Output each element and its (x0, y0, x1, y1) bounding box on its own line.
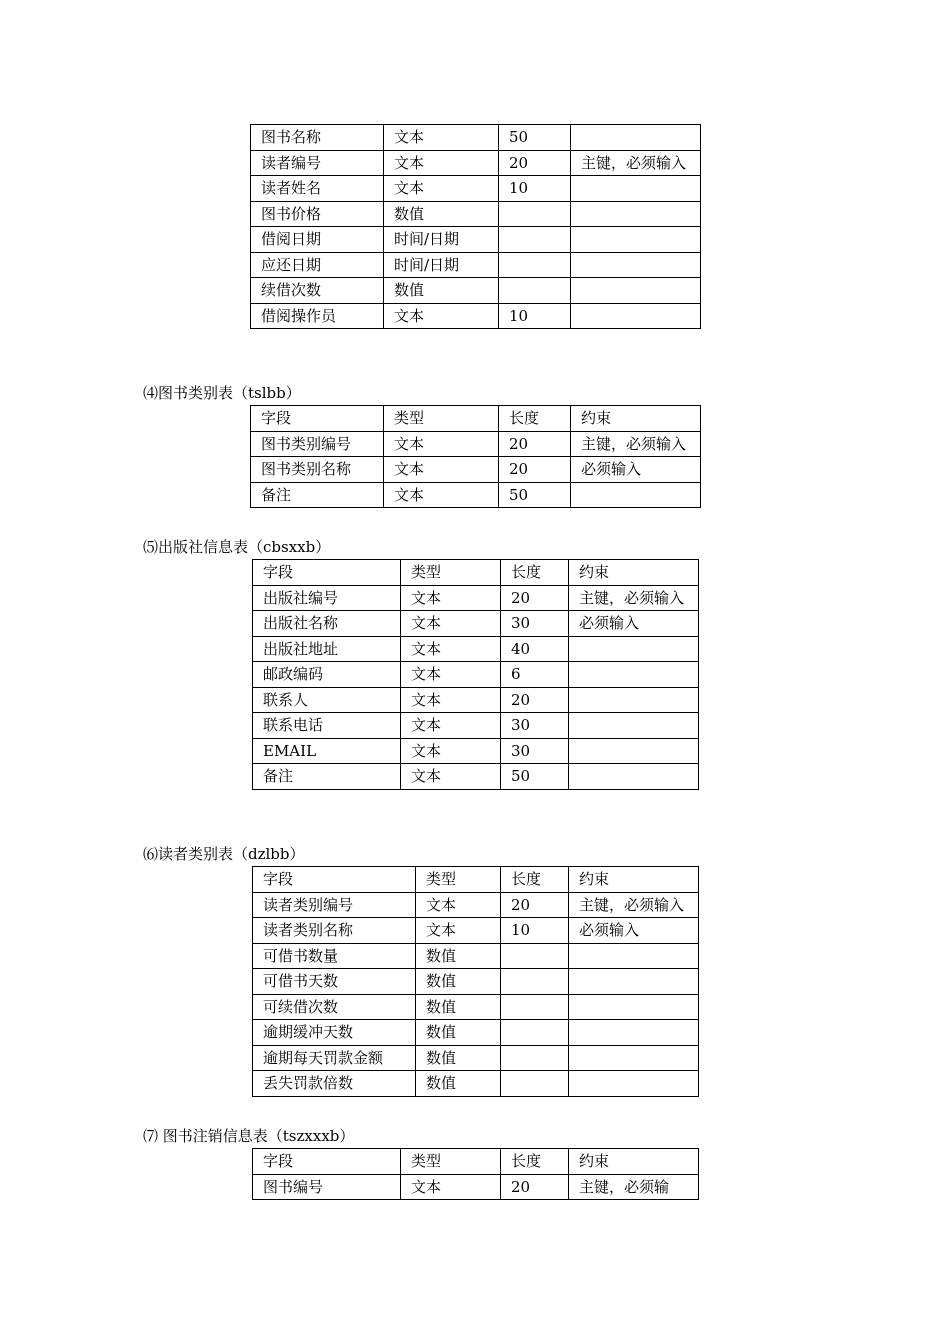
table-row (253, 892, 699, 918)
table-cell: 20 (501, 892, 569, 918)
table-row (251, 482, 701, 508)
table-cell: 数值 (416, 1020, 501, 1046)
table-cell (569, 764, 699, 790)
table-cell (571, 227, 701, 253)
table-cell: 文本 (401, 662, 501, 688)
table-cell: 时间/日期 (384, 252, 499, 278)
borrow-table-body (251, 125, 701, 329)
table-cell: 逾期缓冲天数 (253, 1020, 416, 1046)
table-cell: 图书名称 (251, 125, 384, 151)
header-cell: 字段 (253, 560, 401, 586)
table-cell: 20 (499, 457, 571, 483)
table-cell: 必须输入 (569, 918, 699, 944)
table-cell (569, 636, 699, 662)
table-cell: 联系电话 (253, 713, 401, 739)
table-cell: 数值 (416, 943, 501, 969)
table-cell (569, 713, 699, 739)
table-cell: 数值 (416, 994, 501, 1020)
table-cell: 文本 (401, 738, 501, 764)
table-cell: 20 (501, 585, 569, 611)
table-cell (569, 994, 699, 1020)
table-cell: 10 (499, 176, 571, 202)
table-cell: 应还日期 (251, 252, 384, 278)
table-row (251, 125, 701, 151)
reader-category-table-body (253, 892, 699, 1096)
table-row (253, 738, 699, 764)
table-row (253, 585, 699, 611)
table-row (253, 611, 699, 637)
book-category-table (250, 405, 701, 508)
table-row (251, 176, 701, 202)
table-cell: 文本 (384, 482, 499, 508)
borrow-table (250, 124, 701, 329)
table-cell: 数值 (416, 1045, 501, 1071)
table-cell: EMAIL (253, 738, 401, 764)
table-cell: 主键，必须输入 (571, 150, 701, 176)
table-row (253, 1020, 699, 1046)
table-cell (499, 252, 571, 278)
table-cell: 20 (499, 150, 571, 176)
header-cell: 长度 (499, 406, 571, 432)
table-cell: 文本 (416, 918, 501, 944)
table-cell: 10 (501, 918, 569, 944)
table-row (253, 994, 699, 1020)
table-cell: 文本 (401, 687, 501, 713)
table-cell (571, 278, 701, 304)
table-cell: 文本 (401, 713, 501, 739)
table-cell (569, 1071, 699, 1097)
table-cell: 可借书天数 (253, 969, 416, 995)
table-cell (569, 943, 699, 969)
table-row (253, 918, 699, 944)
table-cell: 20 (501, 687, 569, 713)
table-cell: 图书类别编号 (251, 431, 384, 457)
header-cell: 长度 (501, 1149, 569, 1175)
table-cell (501, 1020, 569, 1046)
table-cell: 文本 (401, 636, 501, 662)
header-cell: 长度 (501, 560, 569, 586)
table-cell: 出版社编号 (253, 585, 401, 611)
table-cell: 文本 (384, 457, 499, 483)
table-cell (569, 738, 699, 764)
table-cell: 主键，必须输入 (569, 585, 699, 611)
table-cell (569, 662, 699, 688)
table-cell: 20 (499, 431, 571, 457)
table-cell: 备注 (253, 764, 401, 790)
header-cell: 类型 (401, 1149, 501, 1175)
table-cell: 文本 (384, 125, 499, 151)
table-cell: 时间/日期 (384, 227, 499, 253)
table-cell: 可续借次数 (253, 994, 416, 1020)
table-cell: 文本 (416, 892, 501, 918)
table-row (251, 201, 701, 227)
header-cell: 长度 (501, 867, 569, 893)
table-header-row (253, 867, 699, 893)
table-row (251, 303, 701, 329)
table-row (251, 252, 701, 278)
table-cell (501, 1071, 569, 1097)
table-cell: 数值 (384, 278, 499, 304)
table-cell: 文本 (384, 150, 499, 176)
table-cell (571, 201, 701, 227)
table-cell: 读者类别编号 (253, 892, 416, 918)
header-cell: 约束 (569, 867, 699, 893)
table-cell: 文本 (384, 431, 499, 457)
table-cell: 30 (501, 738, 569, 764)
table-cell: 必须输入 (569, 611, 699, 637)
table-cell (499, 227, 571, 253)
table-cell (569, 1020, 699, 1046)
table-cell (501, 994, 569, 1020)
table-header-row (253, 1149, 699, 1175)
table-cell: 文本 (384, 176, 499, 202)
table-cell (501, 1045, 569, 1071)
header-cell: 字段 (253, 867, 416, 893)
book-cancel-table-body (253, 1174, 699, 1200)
table-row (251, 227, 701, 253)
table-row (253, 636, 699, 662)
table-cell: 30 (501, 611, 569, 637)
table-cell: 数值 (384, 201, 499, 227)
header-cell: 字段 (253, 1149, 401, 1175)
table-cell: 40 (501, 636, 569, 662)
table-cell: 文本 (401, 1174, 501, 1200)
table-cell: 联系人 (253, 687, 401, 713)
table-cell (499, 201, 571, 227)
table-cell: 图书价格 (251, 201, 384, 227)
table-cell: 文本 (401, 764, 501, 790)
publisher-table-body (253, 585, 699, 789)
table-cell: 备注 (251, 482, 384, 508)
table-cell: 图书编号 (253, 1174, 401, 1200)
table-row (253, 943, 699, 969)
table-cell (571, 303, 701, 329)
header-cell: 约束 (571, 406, 701, 432)
table-cell: 10 (499, 303, 571, 329)
header-cell: 类型 (401, 560, 501, 586)
table-cell (571, 125, 701, 151)
publisher-table (252, 559, 699, 790)
table-row (253, 969, 699, 995)
table-cell: 出版社地址 (253, 636, 401, 662)
table-row (251, 150, 701, 176)
header-cell: 字段 (251, 406, 384, 432)
table-cell (569, 969, 699, 995)
table-cell (571, 252, 701, 278)
table-cell (569, 1045, 699, 1071)
table-cell: 邮政编码 (253, 662, 401, 688)
table-cell: 丢失罚款倍数 (253, 1071, 416, 1097)
table-cell: 主键，必须输 (569, 1174, 699, 1200)
section4-title: ⑷图书类别表（tslbb） (143, 384, 301, 402)
table-row (251, 431, 701, 457)
table-cell: 主键，必须输入 (569, 892, 699, 918)
section5-title: ⑸出版社信息表（cbsxxb） (143, 538, 331, 556)
table-cell: 必须输入 (571, 457, 701, 483)
table-cell: 30 (501, 713, 569, 739)
reader-category-table (252, 866, 699, 1097)
table-cell: 50 (501, 764, 569, 790)
table-header-row (251, 406, 701, 432)
section7-title: ⑺ 图书注销信息表（tszxxxb） (143, 1127, 355, 1145)
table-cell: 续借次数 (251, 278, 384, 304)
table-cell (501, 969, 569, 995)
table-row (253, 713, 699, 739)
table-cell: 出版社名称 (253, 611, 401, 637)
header-cell: 类型 (416, 867, 501, 893)
table-cell (501, 943, 569, 969)
section6-title: ⑹读者类别表（dzlbb） (143, 845, 305, 863)
table-cell (571, 482, 701, 508)
header-cell: 约束 (569, 1149, 699, 1175)
table-cell: 文本 (401, 611, 501, 637)
book-cancel-table (252, 1148, 699, 1200)
table-cell: 读者类别名称 (253, 918, 416, 944)
table-row (253, 1045, 699, 1071)
table-cell: 6 (501, 662, 569, 688)
table-cell: 借阅日期 (251, 227, 384, 253)
table-row (253, 1174, 699, 1200)
table-row (251, 278, 701, 304)
table-cell: 读者编号 (251, 150, 384, 176)
table-row (253, 687, 699, 713)
table-cell: 文本 (401, 585, 501, 611)
table-row (251, 457, 701, 483)
table-cell: 主键，必须输入 (571, 431, 701, 457)
table-cell (499, 278, 571, 304)
table-cell (569, 687, 699, 713)
table-cell (571, 176, 701, 202)
table-cell: 文本 (384, 303, 499, 329)
table-row (253, 1071, 699, 1097)
table-cell: 20 (501, 1174, 569, 1200)
table-cell: 数值 (416, 969, 501, 995)
table-cell: 50 (499, 125, 571, 151)
table-cell: 可借书数量 (253, 943, 416, 969)
table-cell: 读者姓名 (251, 176, 384, 202)
table-row (253, 662, 699, 688)
table-row (253, 764, 699, 790)
header-cell: 类型 (384, 406, 499, 432)
book-category-table-body (251, 431, 701, 508)
table-header-row (253, 560, 699, 586)
table-cell: 逾期每天罚款金额 (253, 1045, 416, 1071)
table-cell: 借阅操作员 (251, 303, 384, 329)
table-cell: 数值 (416, 1071, 501, 1097)
header-cell: 约束 (569, 560, 699, 586)
table-cell: 50 (499, 482, 571, 508)
table-cell: 图书类别名称 (251, 457, 384, 483)
